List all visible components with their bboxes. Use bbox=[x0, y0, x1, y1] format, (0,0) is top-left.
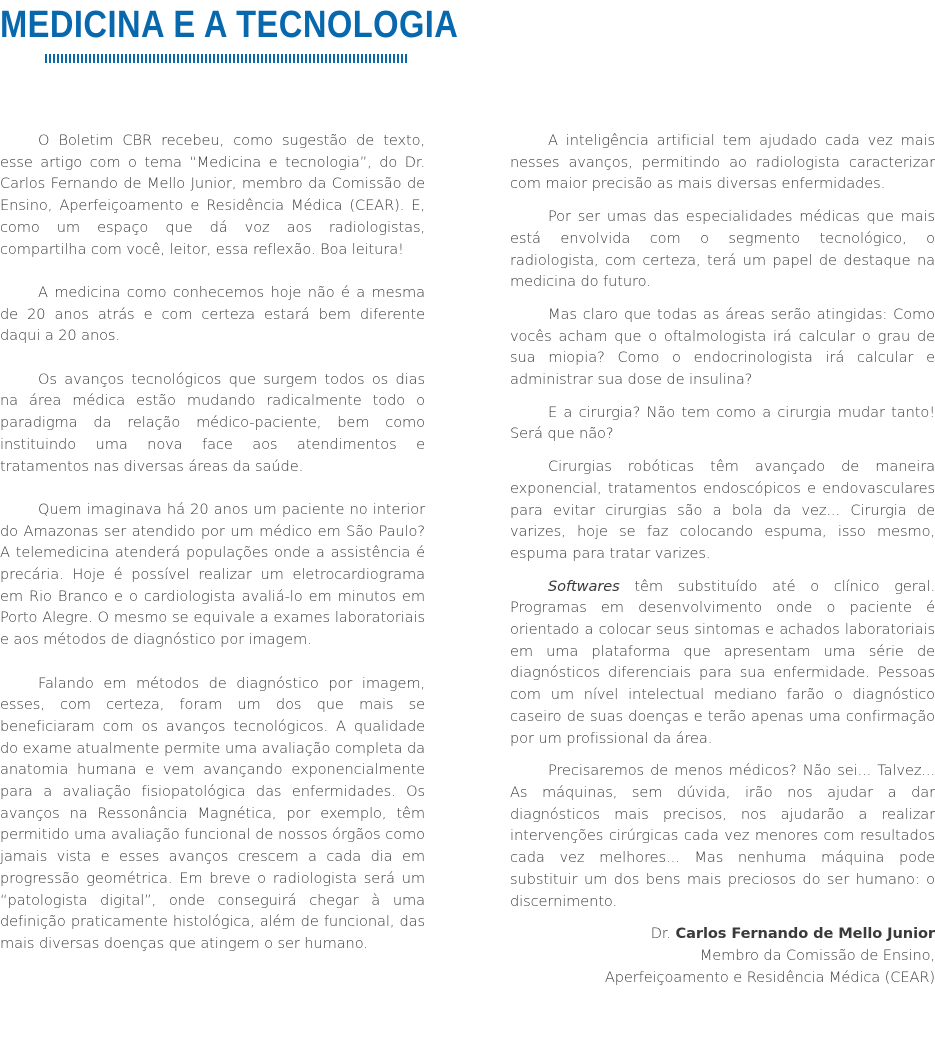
paragraph: Precisaremos de menos médicos? Não sei... Talvez... As máquinas, sem dúvida, irão nos ajudar a dar diagnósticos mais precisos, nos ajudarão a realizar intervenções cirúrgicas cada vez menores com resultados cada vez melhores... Mas nenhuma máquina pode substituir um dos bens mais preciosos do ser humano: o discernimento. bbox=[510, 762, 935, 910]
left-column bbox=[0, 130, 425, 976]
paragraph-softwares bbox=[510, 576, 935, 750]
paragraph: Falando em métodos de diagnóstico por imagem, esses, com certeza, foram um dos que mais se beneficiaram com os avanços tecnológicos. A qualidade do exame atualmente permite uma avaliação completa da anatomia humana e vem avançando exponencialmente para a avaliação fisiopatológica das enfermidades. Os avanços na Ressonância Magnética, por exemplo, têm permitido uma avaliação funcional de nossos órgãos como jamais vista e esses avanços crescem a cada dia em progressão geométrica. Em breve o radiologista será um “patologista digital”, onde conseguirá chegar à uma definição praticamente histológica, além de funcional, das mais diversas doenças que atingem o ser humano. bbox=[0, 674, 425, 952]
paragraph: Por ser umas das especialidades médicas que mais está envolvida com o segmento tecnológico, o radiologista, com certeza, terá um papel de destaque na medicina do futuro. bbox=[510, 208, 935, 291]
italic-word: Softwares bbox=[548, 577, 620, 595]
paragraph: Mas claro que todas as áreas serão atingidas: Como vocês acham que o oftalmologista irá calcular o grau de sua miopia? Como o endocrinologista irá calcular e administrar sua dose de insulina? bbox=[510, 305, 935, 389]
paragraph-text: têm substituído até o clínico geral. Programas em desenvolvimento onde o paciente é orientado a colocar seus sintomas e achados laboratoriais em uma plataforma que apresentam uma série de diagnósticos diferenciais para sua enfermidade. Pessoas com um nível intelectual mediano farão o diagnóstico caseiro de suas doenças e terão apenas uma confirmação por um profissional da área. bbox=[510, 577, 935, 747]
right-column bbox=[510, 130, 935, 988]
author-role: Membro da Comissão de Ensino, bbox=[699, 946, 935, 964]
paragraph: O Boletim CBR recebeu, como sugestão de texto, esse artigo com o tema “Medicina e tecnologia”, do Dr. Carlos Fernando de Mello Junior, membro da Comissão de Ensino, Aperfeiçoamento e Residência Médica (CEAR). E, como um espaço que dá voz aos radiologistas, compartilha com você, leitor, essa reflexão. Boa leitura! bbox=[0, 132, 425, 258]
paragraph: A inteligência artificial tem ajudado cada vez mais nesses avanços, permitindo ao radiologista caracterizar com maior precisão as mais diversas enfermidades. bbox=[510, 132, 935, 193]
author-name: Carlos Fernando de Mello Junior bbox=[675, 925, 935, 943]
author-signature bbox=[510, 923, 935, 988]
author-prefix: Dr. bbox=[650, 925, 676, 943]
paragraph: Cirurgias robóticas têm avançado de maneira exponencial, tratamentos endoscópicos e endovasculares para evitar cirurgias são a bola da vez... Cirurgia de varizes, hoje se faz colocando espuma, isso mesmo, espuma para tratar varizes. bbox=[510, 458, 935, 562]
paragraph: Quem imaginava há 20 anos um paciente no interior do Amazonas ser atendido por um médico em São Paulo? A telemedicina atenderá populações onde a assistência é precária. Hoje é possível realizar um eletrocardiograma em Rio Branco e o cardiologista avaliá-lo em minutos em Porto Alegre. O mesmo se equivale a exames laboratoriais e aos métodos de diagnóstico por imagem. bbox=[0, 500, 425, 649]
author-role-cont: Aperfeiçoamento e Residência Médica (CEAR) bbox=[604, 968, 935, 986]
page-title: MEDICINA E A TECNOLOGIA bbox=[0, 4, 459, 46]
paragraph: E a cirurgia? Não tem como a cirurgia mudar tanto! Será que não? bbox=[510, 403, 935, 443]
paragraph: Os avanços tecnológicos que surgem todos os dias na área médica estão mudando radicalmente todo o paradigma da relação médico-paciente, bem como instituindo uma nova face aos atendimentos e tratamentos nas diversas áreas da saúde. bbox=[0, 370, 425, 475]
title-dashed-rule bbox=[45, 54, 408, 63]
paragraph: A medicina como conhecemos hoje não é a mesma de 20 anos atrás e com certeza estará bem diferente daqui a 20 anos. bbox=[0, 283, 425, 345]
